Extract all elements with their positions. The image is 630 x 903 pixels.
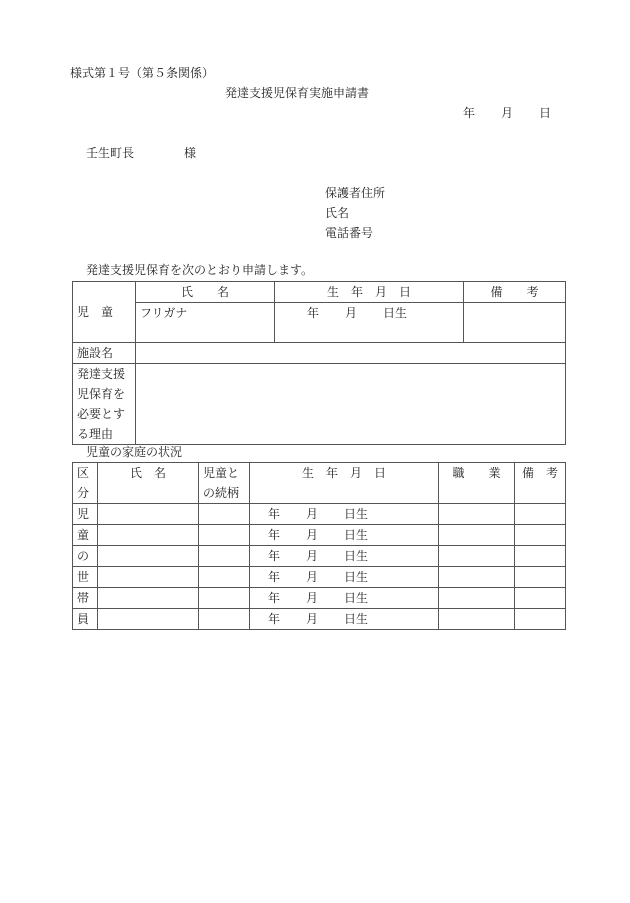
honorific: 様 xyxy=(184,146,197,160)
member-relation-field[interactable] xyxy=(199,567,250,588)
member-remarks-field[interactable] xyxy=(515,567,566,588)
facility-label: 施設名 xyxy=(73,343,136,364)
category-label-char: 帯 xyxy=(73,588,98,609)
occupation-header: 職 業 xyxy=(439,463,515,504)
member-remarks-field[interactable] xyxy=(515,546,566,567)
member-occupation-field[interactable] xyxy=(439,525,515,546)
dob-header: 生 年 月 日 xyxy=(275,282,464,303)
guardian-phone-label: 電話番号 xyxy=(325,226,374,240)
dob-year: 年 xyxy=(268,591,281,605)
member-dob-field[interactable] xyxy=(250,546,439,567)
member-remarks-header: 備 考 xyxy=(515,463,566,504)
date-year: 年 xyxy=(463,106,476,120)
member-relation-field[interactable] xyxy=(199,609,250,630)
member-dob-field[interactable] xyxy=(250,504,439,525)
family-member-row xyxy=(73,588,566,609)
member-name-field[interactable] xyxy=(98,504,199,525)
facility-field[interactable] xyxy=(136,343,566,364)
member-dob-field[interactable] xyxy=(250,567,439,588)
category-header xyxy=(73,463,98,504)
family-member-row xyxy=(73,504,566,525)
date-day: 日 xyxy=(539,106,552,120)
member-name-field[interactable] xyxy=(98,609,199,630)
dob-year: 年 xyxy=(268,549,281,563)
guardian-address-label: 保護者住所 xyxy=(325,186,386,200)
category-header-line: 分 xyxy=(77,486,90,500)
member-remarks-field[interactable] xyxy=(515,609,566,630)
dob-day: 日生 xyxy=(344,591,369,605)
dob-day: 日生 xyxy=(344,612,369,626)
child-remarks-field[interactable] xyxy=(464,303,566,343)
member-occupation-field[interactable] xyxy=(439,609,515,630)
member-remarks-field[interactable] xyxy=(515,588,566,609)
application-date xyxy=(463,106,551,120)
form-number: 様式第１号（第５条関係） xyxy=(70,66,215,80)
member-relation-field[interactable] xyxy=(199,525,250,546)
child-label: 児 童 xyxy=(73,282,136,343)
date-month: 月 xyxy=(501,106,514,120)
family-section-title: 児童の家庭の状況 xyxy=(86,445,183,459)
dob-day: 日生 xyxy=(344,507,369,521)
reason-label xyxy=(73,364,136,445)
reason-label-line: る理由 xyxy=(77,427,114,441)
member-name-field[interactable] xyxy=(98,546,199,567)
member-name-field[interactable] xyxy=(98,567,199,588)
member-dob-header: 生 年 月 日 xyxy=(250,463,439,504)
dob-year: 年 xyxy=(268,612,281,626)
dob-year: 年 xyxy=(307,306,320,320)
dob-month: 月 xyxy=(345,306,358,320)
category-label-char: 児 xyxy=(73,504,98,525)
dob-day: 日生 xyxy=(344,528,369,542)
member-remarks-field[interactable] xyxy=(515,525,566,546)
dob-month: 月 xyxy=(306,549,319,563)
relation-header xyxy=(199,463,250,504)
category-header-line: 区 xyxy=(77,466,90,480)
family-member-row xyxy=(73,609,566,630)
member-occupation-field[interactable] xyxy=(439,504,515,525)
member-dob-field[interactable] xyxy=(250,525,439,546)
member-name-field[interactable] xyxy=(98,525,199,546)
member-name-header: 氏 名 xyxy=(98,463,199,504)
dob-month: 月 xyxy=(306,591,319,605)
member-dob-field[interactable] xyxy=(250,609,439,630)
member-remarks-field[interactable] xyxy=(515,504,566,525)
child-table xyxy=(72,281,566,445)
member-relation-field[interactable] xyxy=(199,546,250,567)
dob-day: 日生 xyxy=(383,306,408,320)
child-name-field[interactable] xyxy=(136,303,275,343)
category-label-char: 童 xyxy=(73,525,98,546)
child-dob-field[interactable] xyxy=(275,303,464,343)
relation-header-line: の続柄 xyxy=(203,486,240,500)
reason-field[interactable] xyxy=(136,364,566,445)
reason-label-line: 児保育を xyxy=(77,387,126,401)
furigana-label: フリガナ xyxy=(140,306,188,320)
dob-year: 年 xyxy=(268,528,281,542)
member-occupation-field[interactable] xyxy=(439,588,515,609)
member-occupation-field[interactable] xyxy=(439,546,515,567)
dob-year: 年 xyxy=(268,507,281,521)
name-header: 氏 名 xyxy=(136,282,275,303)
member-occupation-field[interactable] xyxy=(439,567,515,588)
member-dob-field[interactable] xyxy=(250,588,439,609)
category-label-char: 員 xyxy=(73,609,98,630)
category-label-char: 世 xyxy=(73,567,98,588)
reason-label-line: 必要とす xyxy=(77,407,126,421)
page-title: 発達支援児保育実施申請書 xyxy=(225,86,370,100)
family-member-row xyxy=(73,567,566,588)
dob-month: 月 xyxy=(306,612,319,626)
remarks-header: 備 考 xyxy=(464,282,566,303)
dob-month: 月 xyxy=(306,570,319,584)
intro-text: 発達支援児保育を次のとおり申請します。 xyxy=(86,263,314,277)
relation-header-line: 児童と xyxy=(203,466,240,480)
member-relation-field[interactable] xyxy=(199,588,250,609)
member-name-field[interactable] xyxy=(98,588,199,609)
dob-year: 年 xyxy=(268,570,281,584)
dob-day: 日生 xyxy=(344,549,369,563)
dob-month: 月 xyxy=(306,528,319,542)
family-member-row xyxy=(73,546,566,567)
reason-label-line: 発達支援 xyxy=(77,367,126,381)
dob-month: 月 xyxy=(306,507,319,521)
member-relation-field[interactable] xyxy=(199,504,250,525)
category-label-char: の xyxy=(73,546,98,567)
addressee xyxy=(86,146,196,160)
dob-day: 日生 xyxy=(344,570,369,584)
family-table xyxy=(72,462,566,630)
addressee-name: 壬生町長 xyxy=(86,146,135,160)
family-member-row xyxy=(73,525,566,546)
guardian-name-label: 氏名 xyxy=(325,206,350,220)
